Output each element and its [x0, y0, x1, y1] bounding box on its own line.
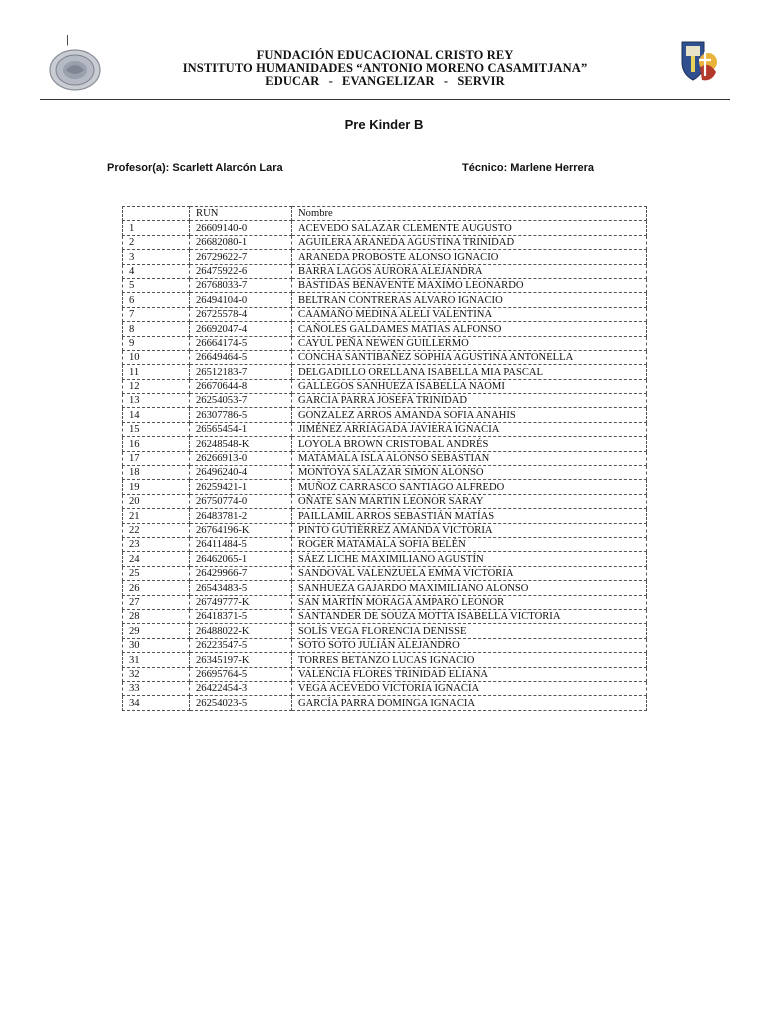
table-row	[123, 322, 647, 336]
page-mark: |	[66, 34, 69, 46]
row-name: BASTIDAS BENAVENTE MAXIMO LEONARDO	[292, 278, 647, 292]
row-number: 31	[123, 653, 190, 667]
row-name: VEGA ACEVEDO VICTORIA IGNACIA	[292, 681, 647, 695]
row-run: 26418371-5	[190, 609, 292, 623]
row-run: 26692047-4	[190, 322, 292, 336]
row-name: GALLEGOS SANHUEZA ISABELLA NAOMI	[292, 379, 647, 393]
row-name: BARRA LAGOS AURORA ALEJANDRA	[292, 264, 647, 278]
table-header-row	[123, 207, 647, 221]
table-row	[123, 235, 647, 249]
row-name: PAILLAMIL ARROS SEBASTIÁN MATÍAS	[292, 509, 647, 523]
row-name: CONCHA SANTIBAÑEZ SOPHIA AGUSTINA ANTONELLA	[292, 350, 647, 364]
row-name: ACEVEDO SALAZAR CLEMENTE AUGUSTO	[292, 221, 647, 235]
table-row	[123, 250, 647, 264]
row-name: SAN MARTÍN MORAGA AMPARO LEONOR	[292, 595, 647, 609]
header-number	[123, 207, 190, 221]
row-name: DELGADILLO ORELLANA ISABELLA MIA PASCAL	[292, 365, 647, 379]
row-name: CAAMAÑO MEDINA ALELI VALENTINA	[292, 307, 647, 321]
table-row	[123, 408, 647, 422]
table-row	[123, 624, 647, 638]
row-number: 21	[123, 509, 190, 523]
row-name: SANHUEZA GAJARDO MAXIMILIANO ALONSO	[292, 581, 647, 595]
row-name: GARCIA PARRA JOSEFA TRINIDAD	[292, 394, 647, 408]
row-number: 20	[123, 494, 190, 508]
row-number: 23	[123, 537, 190, 551]
table-row	[123, 422, 647, 436]
table-row	[123, 293, 647, 307]
institution-header	[110, 49, 660, 88]
row-name: GONZALEZ ARROS AMANDA SOFIA ANAHIS	[292, 408, 647, 422]
row-number: 15	[123, 422, 190, 436]
row-run: 26512183-7	[190, 365, 292, 379]
row-number: 33	[123, 681, 190, 695]
row-name: SANDOVAL VALENZUELA EMMA VICTORIA	[292, 566, 647, 580]
table-row	[123, 307, 647, 321]
row-number: 9	[123, 336, 190, 350]
technician-name: Técnico: Marlene Herrera	[462, 162, 595, 174]
row-name: SOLÍS VEGA FLORENCIA DENISSE	[292, 624, 647, 638]
row-number: 19	[123, 480, 190, 494]
row-number: 22	[123, 523, 190, 537]
row-run: 26254053-7	[190, 394, 292, 408]
row-number: 11	[123, 365, 190, 379]
table-row	[123, 696, 647, 710]
row-run: 26682080-1	[190, 235, 292, 249]
row-number: 17	[123, 451, 190, 465]
row-run: 26565454-1	[190, 422, 292, 436]
header-divider	[40, 99, 730, 100]
row-run: 26609140-0	[190, 221, 292, 235]
row-number: 29	[123, 624, 190, 638]
table-row	[123, 365, 647, 379]
table-row	[123, 653, 647, 667]
row-number: 24	[123, 552, 190, 566]
table-row	[123, 451, 647, 465]
table-row	[123, 552, 647, 566]
row-run: 26664174-5	[190, 336, 292, 350]
row-number: 13	[123, 394, 190, 408]
row-run: 26223547-5	[190, 638, 292, 652]
row-run: 26764196-K	[190, 523, 292, 537]
row-run: 26750774-0	[190, 494, 292, 508]
row-name: JIMÉNEZ ARRIAGADA JAVIERA IGNACIA	[292, 422, 647, 436]
row-number: 3	[123, 250, 190, 264]
table-row	[123, 264, 647, 278]
row-run: 26749777-K	[190, 595, 292, 609]
header-run: RUN	[190, 207, 292, 221]
row-run: 26725578-4	[190, 307, 292, 321]
table-row	[123, 566, 647, 580]
row-name: ROGER MATAMALA SOFIA BELÉN	[292, 537, 647, 551]
row-run: 26254023-5	[190, 696, 292, 710]
row-number: 6	[123, 293, 190, 307]
row-number: 16	[123, 437, 190, 451]
row-number: 26	[123, 581, 190, 595]
row-run: 26695764-5	[190, 667, 292, 681]
table-row	[123, 537, 647, 551]
row-name: OÑATE SAN MARTIN LEONOR SARAY	[292, 494, 647, 508]
table-row	[123, 595, 647, 609]
header-name: Nombre	[292, 207, 647, 221]
row-run: 26729622-7	[190, 250, 292, 264]
row-run: 26266913-0	[190, 451, 292, 465]
row-run: 26488022-K	[190, 624, 292, 638]
table-row	[123, 681, 647, 695]
row-run: 26345197-K	[190, 653, 292, 667]
row-name: SOTO SOTO JULIÁN ALEJANDRO	[292, 638, 647, 652]
row-run: 26496240-4	[190, 466, 292, 480]
row-name: PINTO GUTIÉRREZ AMANDA VICTORIA	[292, 523, 647, 537]
row-name: MUÑOZ CARRASCO SANTIAGO ALFREDO	[292, 480, 647, 494]
row-number: 12	[123, 379, 190, 393]
table-row	[123, 278, 647, 292]
row-run: 26543483-5	[190, 581, 292, 595]
row-run: 26248548-K	[190, 437, 292, 451]
foundation-seal-logo	[48, 48, 102, 92]
table-row	[123, 509, 647, 523]
row-run: 26649464-5	[190, 350, 292, 364]
table-row	[123, 609, 647, 623]
institute-crest-logo	[678, 38, 720, 88]
row-number: 14	[123, 408, 190, 422]
row-run: 26670644-8	[190, 379, 292, 393]
table-row	[123, 394, 647, 408]
row-number: 10	[123, 350, 190, 364]
row-number: 2	[123, 235, 190, 249]
table-row	[123, 221, 647, 235]
table-row	[123, 523, 647, 537]
row-number: 7	[123, 307, 190, 321]
row-run: 26422454-3	[190, 681, 292, 695]
institution-motto: EDUCAR - EVANGELIZAR - SERVIR	[265, 74, 505, 88]
row-run: 26768033-7	[190, 278, 292, 292]
foundation-name: FUNDACIÓN EDUCACIONAL CRISTO REY	[256, 48, 514, 62]
teacher-name: Profesor(a): Scarlett Alarcón Lara	[107, 162, 283, 174]
row-run: 26307786-5	[190, 408, 292, 422]
row-number: 18	[123, 466, 190, 480]
table-row	[123, 581, 647, 595]
row-name: MATAMALA ISLA ALONSO SEBASTIAN	[292, 451, 647, 465]
row-run: 26462065-1	[190, 552, 292, 566]
table-row	[123, 494, 647, 508]
table-row	[123, 379, 647, 393]
institute-name: INSTITUTO HUMANIDADES “ANTONIO MORENO CASAMITJANA”	[182, 61, 588, 75]
row-name: SÁEZ LICHE MAXIMILIANO AGUSTÍN	[292, 552, 647, 566]
table-row	[123, 437, 647, 451]
table-row	[123, 350, 647, 364]
row-name: BELTRAN CONTRERAS ALVARO IGNACIO	[292, 293, 647, 307]
row-number: 27	[123, 595, 190, 609]
row-number: 8	[123, 322, 190, 336]
row-run: 26475922-6	[190, 264, 292, 278]
row-name: CAYUL PEÑA NEWEN GUILLERMO	[292, 336, 647, 350]
row-name: ARANEDA PROBOSTE ALONSO IGNACIO	[292, 250, 647, 264]
class-title: Pre Kinder B	[344, 117, 424, 132]
student-roster-table	[122, 206, 647, 711]
row-name: VALENCIA FLORES TRINIDAD ELIANA	[292, 667, 647, 681]
row-number: 4	[123, 264, 190, 278]
row-run: 26429966-7	[190, 566, 292, 580]
row-run: 26259421-1	[190, 480, 292, 494]
row-name: CAÑOLES GALDAMES MATIAS ALFONSO	[292, 322, 647, 336]
table-row	[123, 667, 647, 681]
row-number: 1	[123, 221, 190, 235]
row-number: 5	[123, 278, 190, 292]
row-number: 30	[123, 638, 190, 652]
row-run: 26483781-2	[190, 509, 292, 523]
row-name: AGUILERA ARANEDA AGUSTINA TRINIDAD	[292, 235, 647, 249]
row-number: 25	[123, 566, 190, 580]
row-number: 32	[123, 667, 190, 681]
row-number: 34	[123, 696, 190, 710]
table-row	[123, 638, 647, 652]
row-name: LOYOLA BROWN CRISTOBAL ANDRÉS	[292, 437, 647, 451]
table-row	[123, 466, 647, 480]
row-number: 28	[123, 609, 190, 623]
row-name: TORRES BETANZO LUCAS IGNACIO	[292, 653, 647, 667]
row-name: SANTANDER DE SOUZA MOTTA ISABELLA VICTORIA	[292, 609, 647, 623]
table-row	[123, 336, 647, 350]
row-name: MONTOYA SALAZAR SIMON ALONSO	[292, 466, 647, 480]
row-name: GARCÍA PARRA DOMINGA IGNACIA	[292, 696, 647, 710]
table-row	[123, 480, 647, 494]
row-run: 26411484-5	[190, 537, 292, 551]
row-run: 26494104-0	[190, 293, 292, 307]
